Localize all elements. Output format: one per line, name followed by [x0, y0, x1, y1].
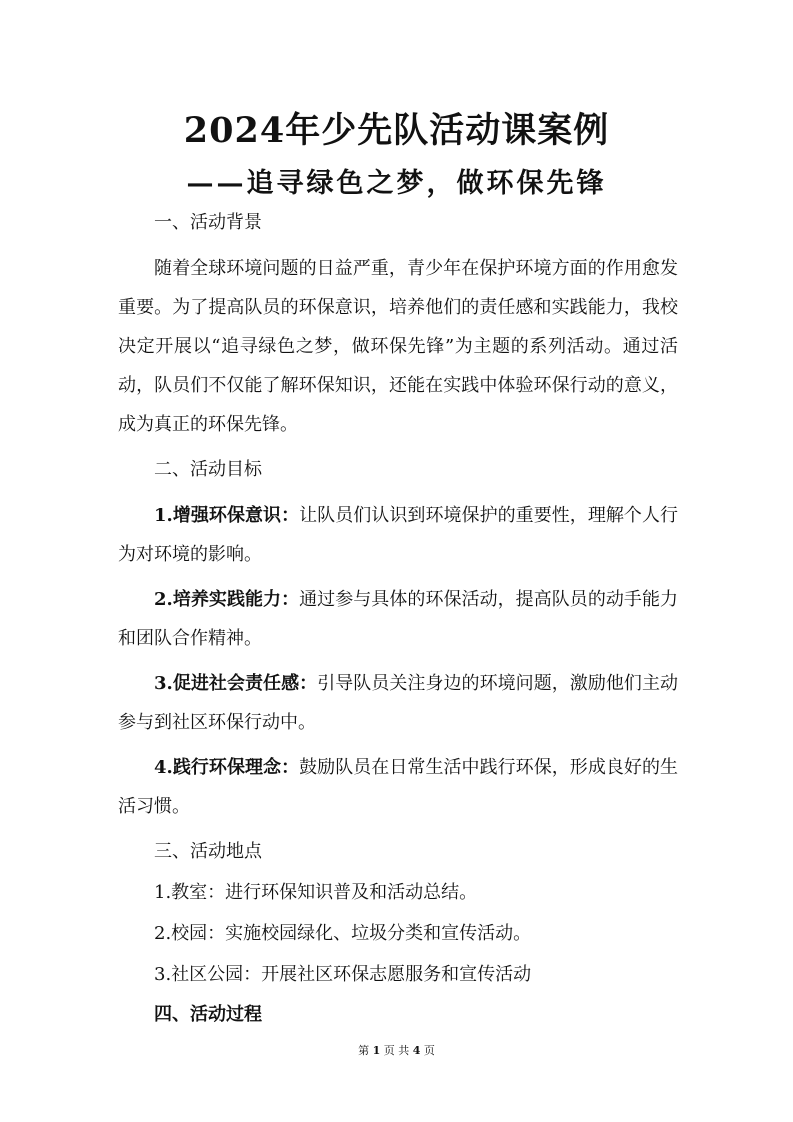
- page-footer: [0, 1042, 793, 1058]
- goal-label: 2.培养实践能力：: [154, 589, 300, 610]
- goal-item-4: [118, 748, 678, 826]
- location-item: 3.社区公园：开展社区环保志愿服务和宣传活动: [154, 964, 532, 985]
- footer-suffix: 页: [423, 1044, 435, 1057]
- section-heading-background: 一、活动背景: [154, 212, 262, 233]
- footer-page-number: 1: [372, 1044, 381, 1057]
- section-heading-goals: 二、活动目标: [154, 459, 262, 480]
- document-subtitle: ——追寻绿色之梦，做环保先锋: [186, 168, 607, 199]
- section-heading-location: 三、活动地点: [154, 841, 262, 862]
- goal-text: 通过参与具体的环保活动，提高队员的动手能力和团队合作精神。: [118, 589, 678, 649]
- section-heading-process: 四、活动过程: [154, 1004, 262, 1025]
- footer-prefix: 第: [358, 1044, 370, 1057]
- document-title: 2024年少先队活动课案例: [183, 110, 610, 151]
- goal-label: 1.增强环保意识：: [154, 505, 300, 526]
- document-body: [118, 203, 678, 1035]
- goal-text: 鼓励队员在日常生活中践行环保，形成良好的生活习惯。: [118, 757, 678, 817]
- goal-item-1: [118, 496, 678, 574]
- footer-mid: 页 共: [383, 1044, 410, 1057]
- goal-label: 3.促进社会责任感：: [154, 673, 318, 694]
- goal-text: 引导队员关注身边的环境问题，激励他们主动参与到社区环保行动中。: [118, 673, 679, 733]
- location-item: 2.校园：实施校园绿化、垃圾分类和宣传活动。: [154, 923, 532, 944]
- background-paragraph: 随着全球环境问题的日益严重，青少年在保护环境方面的作用愈发重要。为了提高队员的环保意识，培养他们的责任感和实践能力，我校决定开展以“追寻绿色之梦，做环保先锋”为主题的系列活动。通过活动，队员们不仅能了解环保知识，还能在实践中体验环保行动的意义，成为真正的环保先锋。: [118, 258, 678, 435]
- location-item: 1.教室：进行环保知识普及和活动总结。: [154, 882, 478, 903]
- goal-label: 4.践行环保理念：: [154, 757, 300, 778]
- footer-total-pages: 4: [412, 1044, 421, 1057]
- goal-text: 让队员们认识到环境保护的重要性，理解个人行为对环境的影响。: [118, 505, 678, 565]
- goal-item-3: [118, 664, 678, 742]
- goal-item-2: [118, 580, 678, 658]
